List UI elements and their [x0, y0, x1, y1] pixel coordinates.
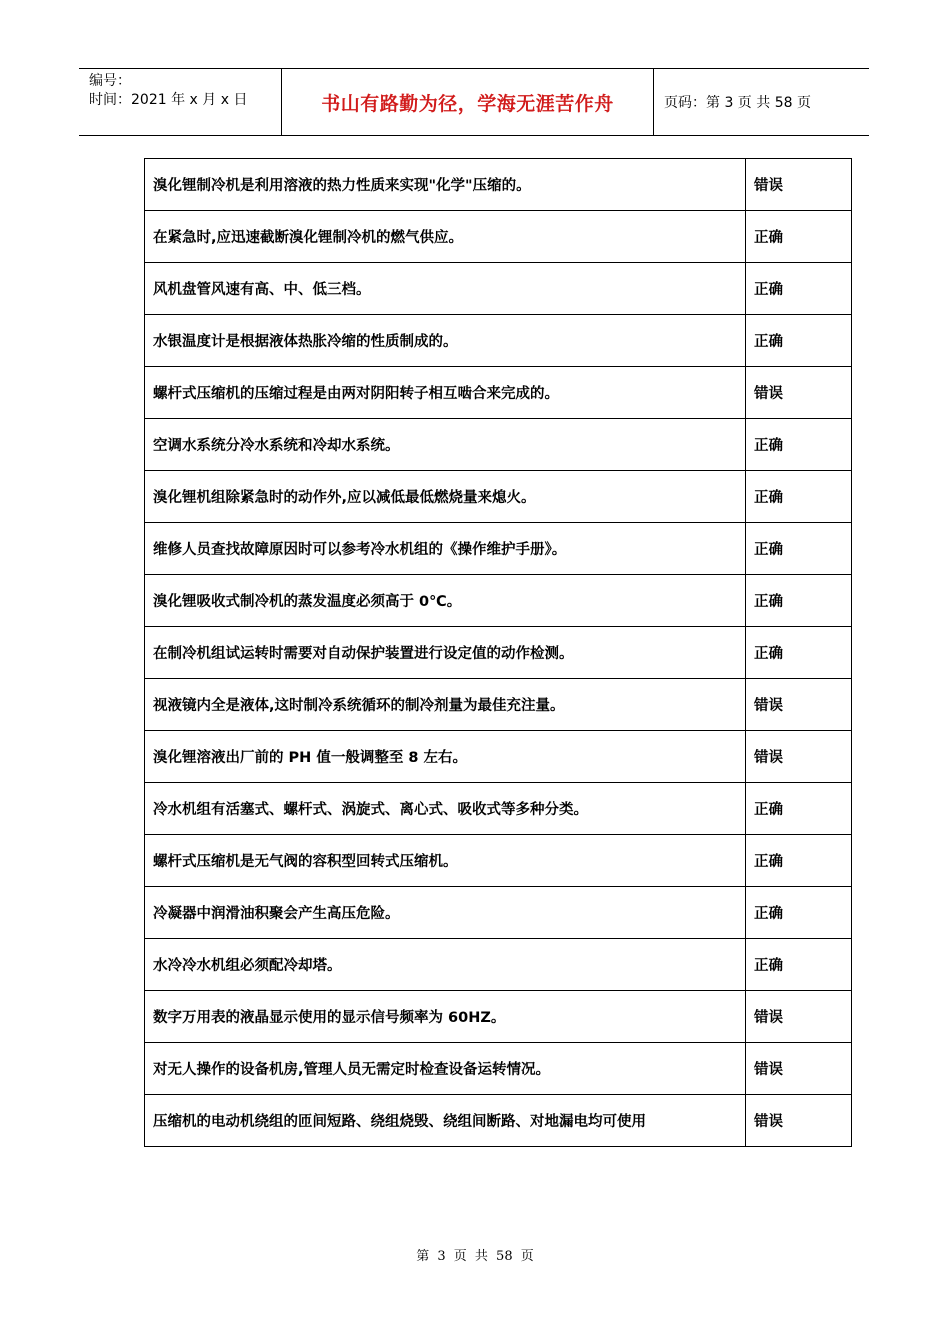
table-row [145, 1095, 852, 1147]
statement-cell: 视液镜内全是液体,这时制冷系统循环的制冷剂量为最佳充注量。 [145, 679, 746, 731]
document-number-label: 编号： [89, 73, 131, 89]
table-row [145, 731, 852, 783]
statement-cell: 空调水系统分冷水系统和冷却水系统。 [145, 419, 746, 471]
table-row [145, 679, 852, 731]
statement-cell: 水银温度计是根据液体热胀冷缩的性质制成的。 [145, 315, 746, 367]
table-row [145, 263, 852, 315]
statement-cell: 风机盘管风速有高、中、低三档。 [145, 263, 746, 315]
table-row [145, 159, 852, 211]
table-row [145, 211, 852, 263]
answer-cell: 错误 [746, 1043, 852, 1095]
table-row [145, 783, 852, 835]
statement-cell: 数字万用表的液晶显示使用的显示信号频率为 60HZ。 [145, 991, 746, 1043]
statement-cell: 冷水机组有活塞式、螺杆式、涡旋式、离心式、吸收式等多种分类。 [145, 783, 746, 835]
answer-cell: 正确 [746, 263, 852, 315]
true-false-table [144, 158, 852, 1147]
answer-cell: 错误 [746, 991, 852, 1043]
statement-cell: 溴化锂吸收式制冷机的蒸发温度必须高于 0℃。 [145, 575, 746, 627]
answer-cell: 正确 [746, 939, 852, 991]
answer-cell: 正确 [746, 575, 852, 627]
table-row [145, 627, 852, 679]
answer-cell: 错误 [746, 159, 852, 211]
statement-cell: 螺杆式压缩机是无气阀的容积型回转式压缩机。 [145, 835, 746, 887]
table-row [145, 991, 852, 1043]
answer-cell: 错误 [746, 679, 852, 731]
answer-cell: 错误 [746, 731, 852, 783]
answer-cell: 正确 [746, 211, 852, 263]
page-header [79, 68, 869, 136]
table-row [145, 471, 852, 523]
statement-cell: 在制冷机组试运转时需要对自动保护装置进行设定值的动作检测。 [145, 627, 746, 679]
document-date-label: 时间：2021 年 x 月 x 日 [89, 92, 248, 108]
answer-cell: 正确 [746, 627, 852, 679]
statement-cell: 溴化锂溶液出厂前的 PH 值一般调整至 8 左右。 [145, 731, 746, 783]
table-row [145, 835, 852, 887]
answer-cell: 错误 [746, 367, 852, 419]
statement-cell: 溴化锂制冷机是利用溶液的热力性质来实现"化学"压缩的。 [145, 159, 746, 211]
answer-cell: 错误 [746, 1095, 852, 1147]
statement-cell: 水冷冷水机组必须配冷却塔。 [145, 939, 746, 991]
answer-cell: 正确 [746, 471, 852, 523]
statement-cell: 在紧急时,应迅速截断溴化锂制冷机的燃气供应。 [145, 211, 746, 263]
true-false-table-body [145, 159, 852, 1147]
table-row [145, 1043, 852, 1095]
table-row [145, 575, 852, 627]
header-page-info: 页码：第 3 页 共 58 页 [664, 95, 811, 111]
answer-cell: 正确 [746, 315, 852, 367]
table-row [145, 939, 852, 991]
statement-cell: 对无人操作的设备机房,管理人员无需定时检查设备运转情况。 [145, 1043, 746, 1095]
statement-cell: 溴化锂机组除紧急时的动作外,应以减低最低燃烧量来熄火。 [145, 471, 746, 523]
table-row [145, 367, 852, 419]
page-footer: 第 3 页 共 58 页 [416, 1249, 534, 1264]
header-motto: 书山有路勤为径，学海无涯苦作舟 [282, 69, 654, 135]
answer-cell: 正确 [746, 523, 852, 575]
table-row [145, 419, 852, 471]
table-row [145, 315, 852, 367]
statement-cell: 螺杆式压缩机的压缩过程是由两对阴阳转子相互啮合来完成的。 [145, 367, 746, 419]
statement-cell: 冷凝器中润滑油积聚会产生高压危险。 [145, 887, 746, 939]
header-meta [79, 69, 282, 135]
table-row [145, 523, 852, 575]
statement-cell: 压缩机的电动机绕组的匝间短路、绕组烧毁、绕组间断路、对地漏电均可使用 [145, 1095, 746, 1147]
answer-cell: 正确 [746, 783, 852, 835]
answer-cell: 正确 [746, 419, 852, 471]
table-row [145, 887, 852, 939]
statement-cell: 维修人员查找故障原因时可以参考冷水机组的《操作维护手册》。 [145, 523, 746, 575]
answer-cell: 正确 [746, 835, 852, 887]
answer-cell: 正确 [746, 887, 852, 939]
